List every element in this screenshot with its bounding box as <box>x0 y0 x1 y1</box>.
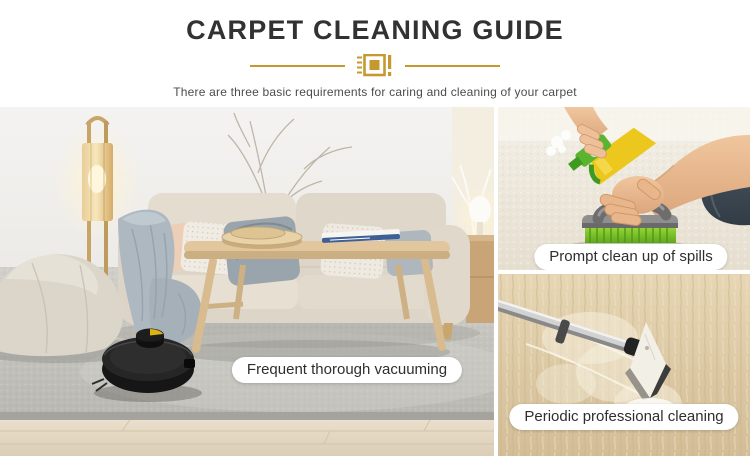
title-divider <box>0 53 750 79</box>
header <box>0 0 750 107</box>
page-title: CARPET CLEANING GUIDE <box>186 15 564 45</box>
divider-line-left <box>250 65 345 67</box>
caption-periodic-professional-cleaning: Periodic professional cleaning <box>509 404 738 430</box>
wood-floor <box>0 420 494 456</box>
panel-frequent-vacuuming <box>0 107 494 456</box>
caption-prompt-spill-cleanup: Prompt clean up of spills <box>534 244 727 270</box>
panel-prompt-spill-cleanup <box>498 107 750 270</box>
carpet-icon <box>357 54 393 78</box>
caption-frequent-vacuuming: Frequent thorough vacuuming <box>232 357 462 383</box>
subtitle: There are three basic requirements for caring and cleaning of your carpet <box>173 85 577 99</box>
living-room-photo <box>0 107 494 456</box>
divider-line-right <box>405 65 500 67</box>
panel-periodic-professional-cleaning <box>498 274 750 456</box>
